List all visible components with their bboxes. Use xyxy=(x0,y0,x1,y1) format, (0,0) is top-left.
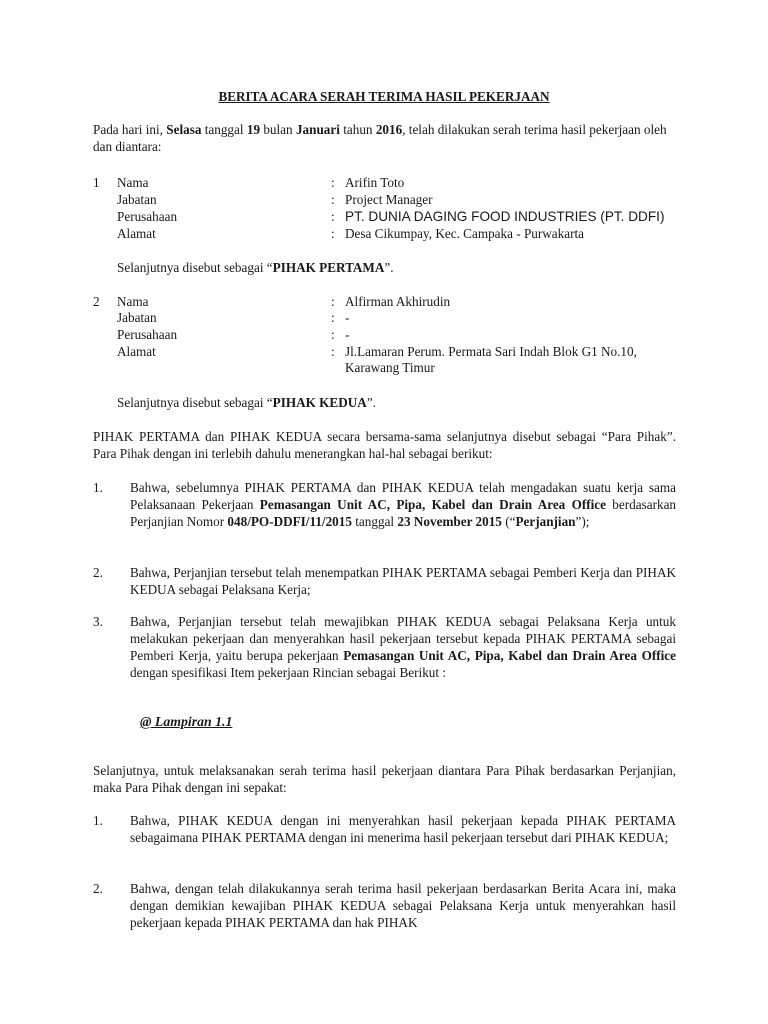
intro-day: Selasa xyxy=(166,122,202,137)
agreement-number: 2. xyxy=(93,881,103,896)
designation-text: Selanjutnya disebut sebagai “ xyxy=(117,260,273,275)
recital-bold: Pemasangan Unit AC, Pipa, Kabel dan Drain Area Office xyxy=(343,648,677,663)
field-colon: : xyxy=(331,310,335,325)
intro-text: Pada hari ini, xyxy=(93,122,167,137)
party-1-number: 1 xyxy=(93,175,100,190)
intro-text: tanggal xyxy=(201,122,247,137)
recital-text: (“ xyxy=(501,514,516,529)
field-value: Jl.Lamaran Perum. Permata Sari Indah Blok G1 No.10, xyxy=(345,344,637,359)
designation-text: ”. xyxy=(366,395,376,410)
field-colon: : xyxy=(331,226,335,241)
recital-text: berdasarkan Perjanjian Nomor xyxy=(130,497,677,529)
intro-text: , telah dilakukan serah terima hasil pekerjaan oleh dan diantara: xyxy=(93,122,667,154)
field-label: Nama xyxy=(117,175,149,190)
field-colon: : xyxy=(331,294,335,309)
field-value: - xyxy=(345,310,350,325)
recital-item: Bahwa, Perjanjian tersebut telah menempatkan PIHAK PERTAMA sebagai Pemberi Kerja dan PIHAK KEDUA sebagai Pelaksana Kerja; xyxy=(130,565,676,597)
recital-number: 2. xyxy=(93,565,103,580)
field-value: Alfirman Akhirudin xyxy=(345,294,451,309)
field-value: - xyxy=(345,327,350,342)
field-label: Jabatan xyxy=(117,192,157,207)
recital-number: 3. xyxy=(93,614,103,629)
intro-month: Januari xyxy=(295,122,340,137)
recital-item xyxy=(130,479,676,530)
field-colon: : xyxy=(331,344,335,359)
field-label: Alamat xyxy=(117,226,156,241)
para-pihak-paragraph: PIHAK PERTAMA dan PIHAK KEDUA secara bersama-sama selanjutnya disebut sebagai “Para Pihak”. Para Pihak dengan ini terlebih dahulu menerangkan hal-hal sebagai berikut: xyxy=(93,429,676,461)
field-colon: : xyxy=(331,209,335,224)
field-label: Alamat xyxy=(117,344,156,359)
agreement-item: Bahwa, PIHAK KEDUA dengan ini menyerahkan hasil pekerjaan kepada PIHAK PERTAMA sebagaimana PIHAK PERTAMA dengan ini menerima hasil pekerjaan tersebut dari PIHAK KEDUA; xyxy=(130,813,676,845)
party-2-designation xyxy=(117,394,376,411)
field-value: PT. DUNIA DAGING FOOD INDUSTRIES (PT. DDFI) xyxy=(345,209,665,224)
party-2-number: 2 xyxy=(93,294,100,309)
designation-text: Selanjutnya disebut sebagai “ xyxy=(117,395,273,410)
recital-item xyxy=(130,613,676,681)
designation-name: PIHAK PERTAMA xyxy=(272,260,385,275)
recital-text: dengan spesifikasi Item pekerjaan Rincian sebagai Berikut : xyxy=(130,665,447,680)
recital-bold: 048/PO-DDFI/11/2015 xyxy=(227,514,352,529)
field-value: Desa Cikumpay, Kec. Campaka - Purwakarta xyxy=(345,226,585,241)
recital-number: 1. xyxy=(93,480,103,495)
recital-text: Bahwa, sebelumnya PIHAK PERTAMA dan PIHAK KEDUA telah mengadakan suatu kerja sama Pelaksanaan Pekerjaan xyxy=(130,480,676,512)
recital-text: ”); xyxy=(575,514,590,529)
agreement-intro: Selanjutnya, untuk melaksanakan serah terima hasil pekerjaan diantara Para Pihak berdasarkan Perjanjian, maka Para Pihak dengan ini sepakat: xyxy=(93,763,676,795)
field-label: Jabatan xyxy=(117,310,157,325)
field-value-continued: Karawang Timur xyxy=(345,360,435,375)
designation-name: PIHAK KEDUA xyxy=(272,395,367,410)
field-label: Nama xyxy=(117,294,149,309)
intro-year: 2016 xyxy=(375,122,403,137)
agreement-number: 1. xyxy=(93,813,103,828)
document-title: BERITA ACARA SERAH TERIMA HASIL PEKERJAAN xyxy=(218,89,550,104)
recital-bold: Pemasangan Unit AC, Pipa, Kabel dan Drain Area Office xyxy=(259,497,606,512)
intro-text: bulan xyxy=(260,122,296,137)
intro-date: 19 xyxy=(246,122,261,137)
intro-text: tahun xyxy=(339,122,376,137)
recital-text: Bahwa, Perjanjian tersebut telah mewajibkan PIHAK KEDUA sebagai Pelaksana Kerja untuk melakukan pekerjaan dan menyerahkan hasil pekerjaan tersebut kepada PIHAK PERTAMA sebagai Pemberi Kerja, yaitu berupa pekerjaan xyxy=(130,614,676,663)
party-1-designation xyxy=(117,259,394,276)
field-colon: : xyxy=(331,175,335,190)
field-value: Arifin Toto xyxy=(345,175,405,190)
recital-bold: Perjanjian xyxy=(515,514,576,529)
intro-paragraph xyxy=(93,121,676,155)
field-label: Perusahaan xyxy=(117,327,178,342)
field-colon: : xyxy=(331,192,335,207)
field-value: Project Manager xyxy=(345,192,433,207)
attachment-link[interactable]: @ Lampiran 1.1 xyxy=(140,714,233,729)
designation-text: ”. xyxy=(384,260,394,275)
recital-text: tanggal xyxy=(351,514,398,529)
field-colon: : xyxy=(331,327,335,342)
field-label: Perusahaan xyxy=(117,209,178,224)
agreement-item: Bahwa, dengan telah dilakukannya serah terima hasil pekerjaan berdasarkan Berita Acara ini, maka dengan demikian kewajiban PIHAK KEDUA sebagai Pelaksana Kerja untuk menyerahkan hasil pekerjaan kepada PIHAK PERTAMA dan hak PIHAK xyxy=(130,881,676,930)
recital-bold: 23 November 2015 xyxy=(397,514,502,529)
